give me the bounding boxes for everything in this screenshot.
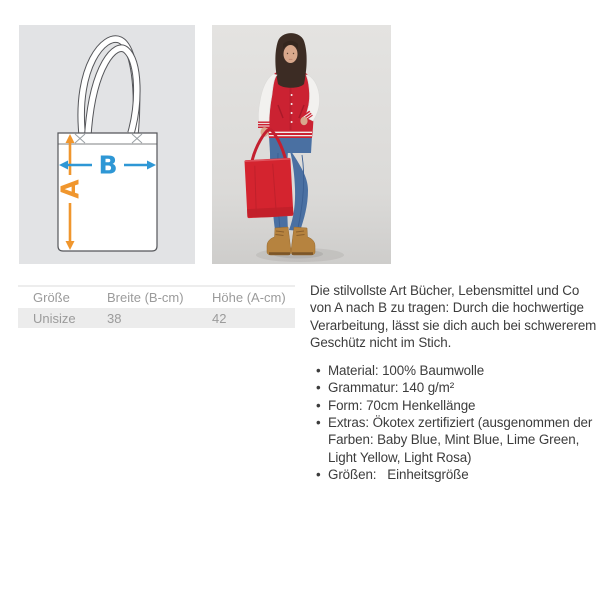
feature-text: Grammatur: 140 g/m²	[328, 380, 455, 396]
feature-text: Extras: Ökotex zertifiziert (ausgenommen der Farben: Baby Blue, Mint Blue, Lime Green, Light Yellow, Light Rosa)	[328, 415, 596, 465]
bullet-icon: •	[316, 415, 321, 431]
description-intro: Die stilvollste Art Bücher, Lebensmittel und Co von A nach B zu tragen: Durch die hochwertige Verarbeitung, lässt sie dich auch bei schwererem Geschütz nicht im Stich.	[310, 283, 597, 350]
feature-item-form	[316, 397, 600, 414]
face	[284, 45, 298, 63]
col-header-groesse: Größe	[33, 290, 70, 305]
feature-item-groessen	[316, 466, 600, 483]
feature-item-material	[316, 362, 600, 379]
feature-text: Material: 100% Baumwolle	[328, 363, 485, 379]
size-diagram-image[interactable]	[19, 25, 195, 264]
product-description	[310, 282, 600, 483]
label-b: B	[98, 150, 118, 180]
cell-size: Unisize	[33, 310, 76, 326]
size-table-row	[18, 308, 295, 328]
bullet-icon: •	[316, 363, 321, 379]
size-table	[18, 285, 295, 328]
product-photo[interactable]	[212, 25, 391, 264]
feature-text: Größen: Einheitsgröße	[328, 466, 469, 482]
feature-item-extras	[316, 414, 600, 466]
model-head	[275, 33, 306, 88]
bullet-icon: •	[316, 380, 321, 396]
right-hand	[300, 117, 307, 125]
size-table-header-row	[18, 287, 295, 308]
bullet-icon: •	[316, 397, 321, 413]
label-a: A	[55, 179, 85, 199]
cell-hoehe: 42	[212, 310, 227, 326]
bullet-icon: •	[316, 466, 321, 482]
cell-breite: 38	[107, 310, 122, 326]
feature-list	[310, 362, 600, 483]
feature-item-grammatur	[316, 379, 600, 396]
col-header-breite: Breite (B-cm)	[107, 290, 184, 305]
col-header-hoehe: Höhe (A-cm)	[212, 290, 286, 305]
feature-text: Form: 70cm Henkellänge	[328, 397, 476, 413]
